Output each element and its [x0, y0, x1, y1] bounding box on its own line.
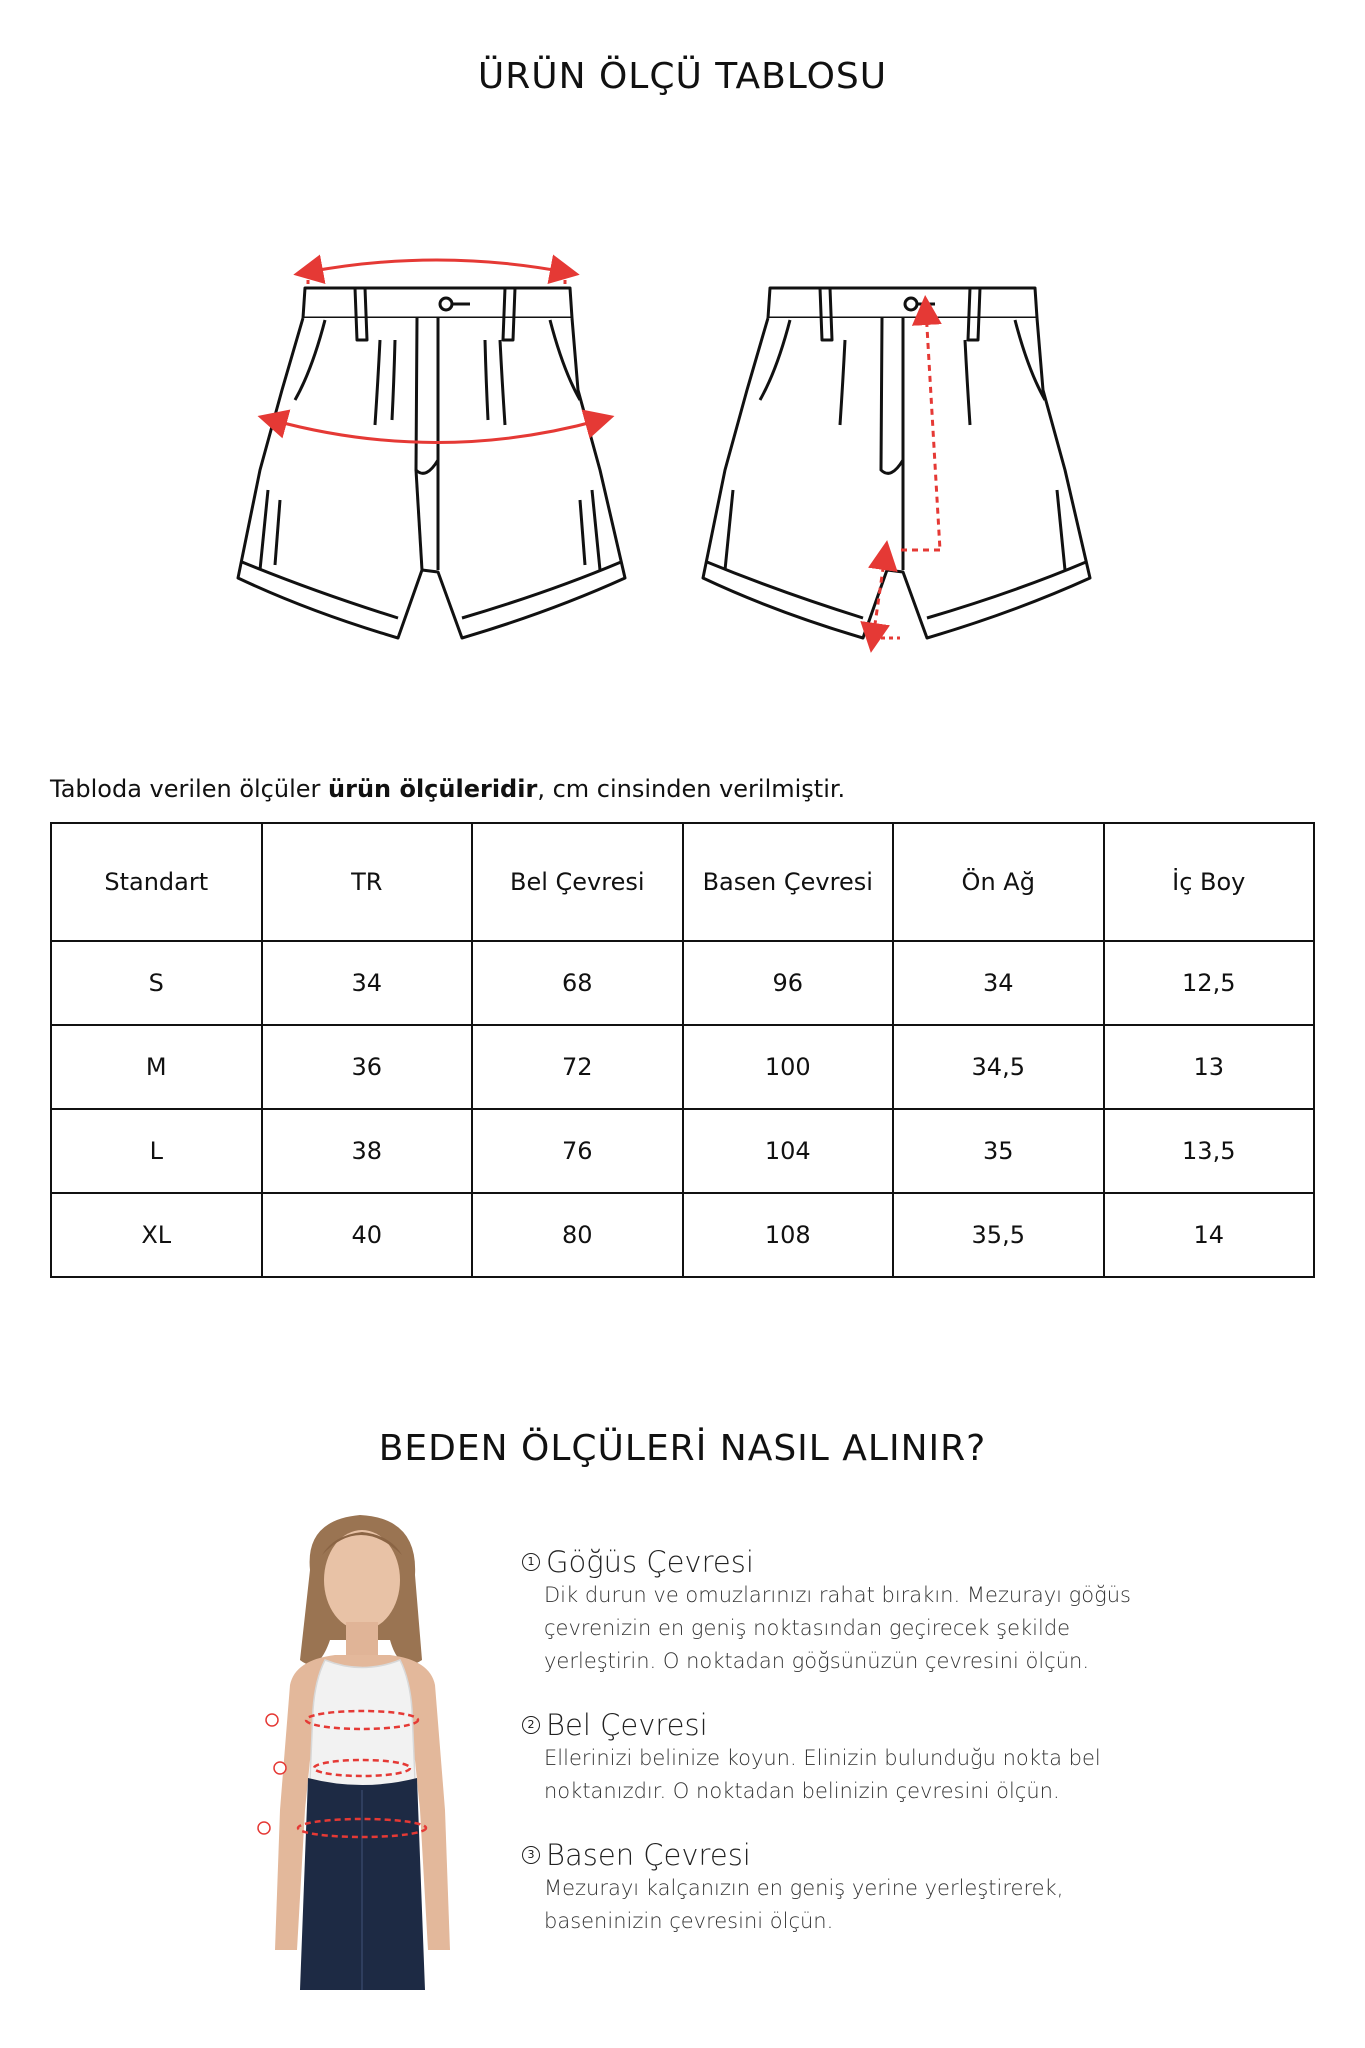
step-description: Mezurayı kalçanızın en geniş yerine yerleştirerek, baseninizin çevresini ölçün. [544, 1876, 1064, 1933]
step-bel-cevresi [522, 1708, 1162, 1808]
step-title: Basen Çevresi [546, 1838, 751, 1872]
model-illustration [250, 1510, 475, 1990]
how-to-measure-title: BEDEN ÖLÇÜLERİ NASIL ALINIR? [378, 1428, 987, 1469]
table-cell: 80 [472, 1193, 683, 1277]
header-basen-cevresi: Basen Çevresi [683, 823, 894, 941]
header-ic-boy: İç Boy [1104, 823, 1315, 941]
table-cell: 72 [472, 1025, 683, 1109]
step-basen-cevresi [522, 1838, 1162, 1938]
table-cell: 34 [262, 941, 473, 1025]
header-tr: TR [262, 823, 473, 941]
size-table [50, 822, 1315, 1278]
table-cell: XL [51, 1193, 262, 1277]
step-description: Dik durun ve omuzlarınızı rahat bırakın. Mezurayı göğüs çevrenizin en geniş noktasından geçirecek şekilde yerleştirin. O noktadan göğsünüzün çevresini ölçün. [544, 1583, 1131, 1673]
table-cell: 68 [472, 941, 683, 1025]
table-cell: L [51, 1109, 262, 1193]
shorts-back-drawing [703, 288, 1090, 638]
shorts-front-drawing [238, 288, 625, 638]
table-cell: 38 [262, 1109, 473, 1193]
table-cell: 12,5 [1104, 941, 1315, 1025]
waist-measure-arrow [308, 260, 565, 272]
step-number-2: 2 [522, 1716, 540, 1734]
table-cell: 13,5 [1104, 1109, 1315, 1193]
table-cell: 76 [472, 1109, 683, 1193]
header-bel-cevresi: Bel Çevresi [472, 823, 683, 941]
table-row [51, 1109, 1314, 1193]
table-cell: 104 [683, 1109, 894, 1193]
table-cell: 14 [1104, 1193, 1315, 1277]
step-number-3: 3 [522, 1846, 540, 1864]
table-row [51, 1193, 1314, 1277]
table-cell: 34 [893, 941, 1104, 1025]
step-title: Göğüs Çevresi [546, 1545, 754, 1579]
table-cell: 100 [683, 1025, 894, 1109]
table-cell: M [51, 1025, 262, 1109]
step-number-1: 1 [522, 1553, 540, 1571]
page-title: ÜRÜN ÖLÇÜ TABLOSU [477, 56, 888, 97]
header-on-ag: Ön Ağ [893, 823, 1104, 941]
table-header-row [51, 823, 1314, 941]
measure-steps [522, 1545, 1162, 1968]
table-row [51, 1025, 1314, 1109]
table-cell: 108 [683, 1193, 894, 1277]
table-note: Tabloda verilen ölçüler ürün ölçüleridir, cm cinsinden verilmiştir. [50, 775, 846, 803]
table-cell: 13 [1104, 1025, 1315, 1109]
table-cell: 40 [262, 1193, 473, 1277]
table-cell: S [51, 941, 262, 1025]
step-title: Bel Çevresi [546, 1708, 708, 1742]
table-cell: 96 [683, 941, 894, 1025]
header-standart: Standart [51, 823, 262, 941]
table-row [51, 941, 1314, 1025]
shorts-diagram [220, 240, 1140, 660]
table-cell: 34,5 [893, 1025, 1104, 1109]
table-cell: 36 [262, 1025, 473, 1109]
step-description: Ellerinizi belinize koyun. Elinizin bulunduğu nokta bel noktanızdır. O noktadan belinizin çevresini ölçün. [544, 1746, 1101, 1803]
step-gogus-cevresi [522, 1545, 1162, 1678]
table-cell: 35 [893, 1109, 1104, 1193]
table-cell: 35,5 [893, 1193, 1104, 1277]
